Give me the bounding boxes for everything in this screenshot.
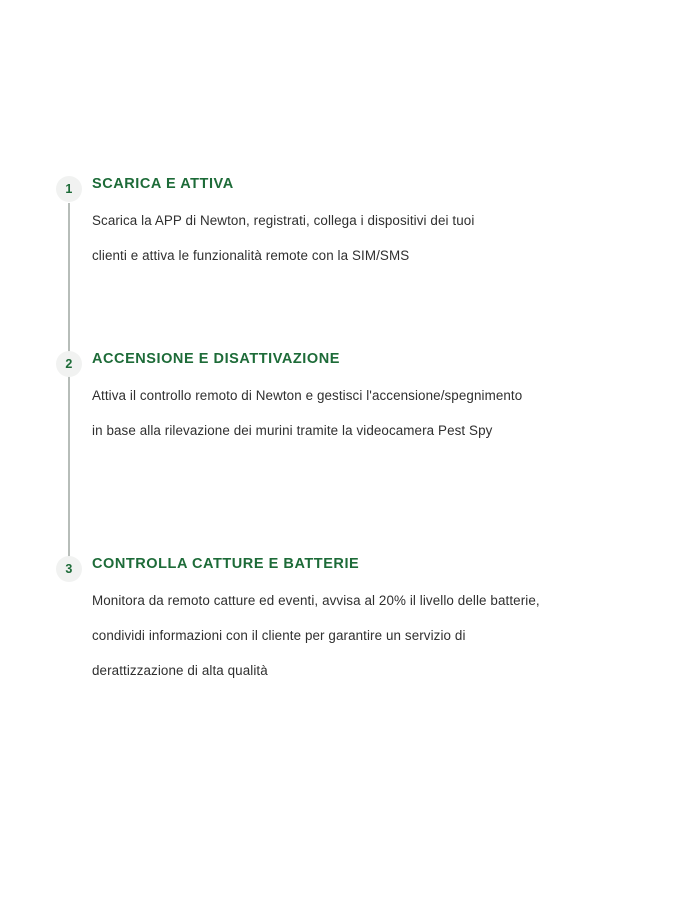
step-description-line: Attiva il controllo remoto di Newton e gestisci l'accensione/spegnimento (92, 388, 523, 404)
step-description-line: in base alla rilevazione dei murini tramite la videocamera Pest Spy (92, 423, 493, 439)
step-number-label: 2 (65, 356, 73, 371)
step-description (92, 378, 664, 448)
step-description (92, 583, 664, 688)
step-number-label: 3 (65, 561, 73, 576)
step-title: SCARICA E ATTIVA (92, 176, 234, 192)
step-number-badge (56, 176, 82, 202)
step-number-badge (56, 556, 82, 582)
step-content (92, 176, 664, 273)
step-number-label: 1 (65, 181, 73, 196)
step-description-line: derattizzazione di alta qualità (92, 663, 268, 679)
step-number-badge (56, 351, 82, 377)
step-description-line: condividi informazioni con il cliente per garantire un servizio di (92, 628, 466, 644)
step-description-line: Monitora da remoto catture ed eventi, avvisa al 20% il livello delle batterie, (92, 593, 540, 609)
step-description (92, 203, 664, 273)
step-connector-line (68, 203, 70, 565)
step-description-line: clienti e attiva le funzionalità remote con la SIM/SMS (92, 248, 410, 264)
step-content (92, 351, 664, 448)
step-content (92, 556, 664, 688)
step-description-line: Scarica la APP di Newton, registrati, collega i dispositivi dei tuoi (92, 213, 475, 229)
step-title: ACCENSIONE E DISATTIVAZIONE (92, 351, 340, 367)
step-title: CONTROLLA CATTURE E BATTERIE (92, 556, 360, 572)
